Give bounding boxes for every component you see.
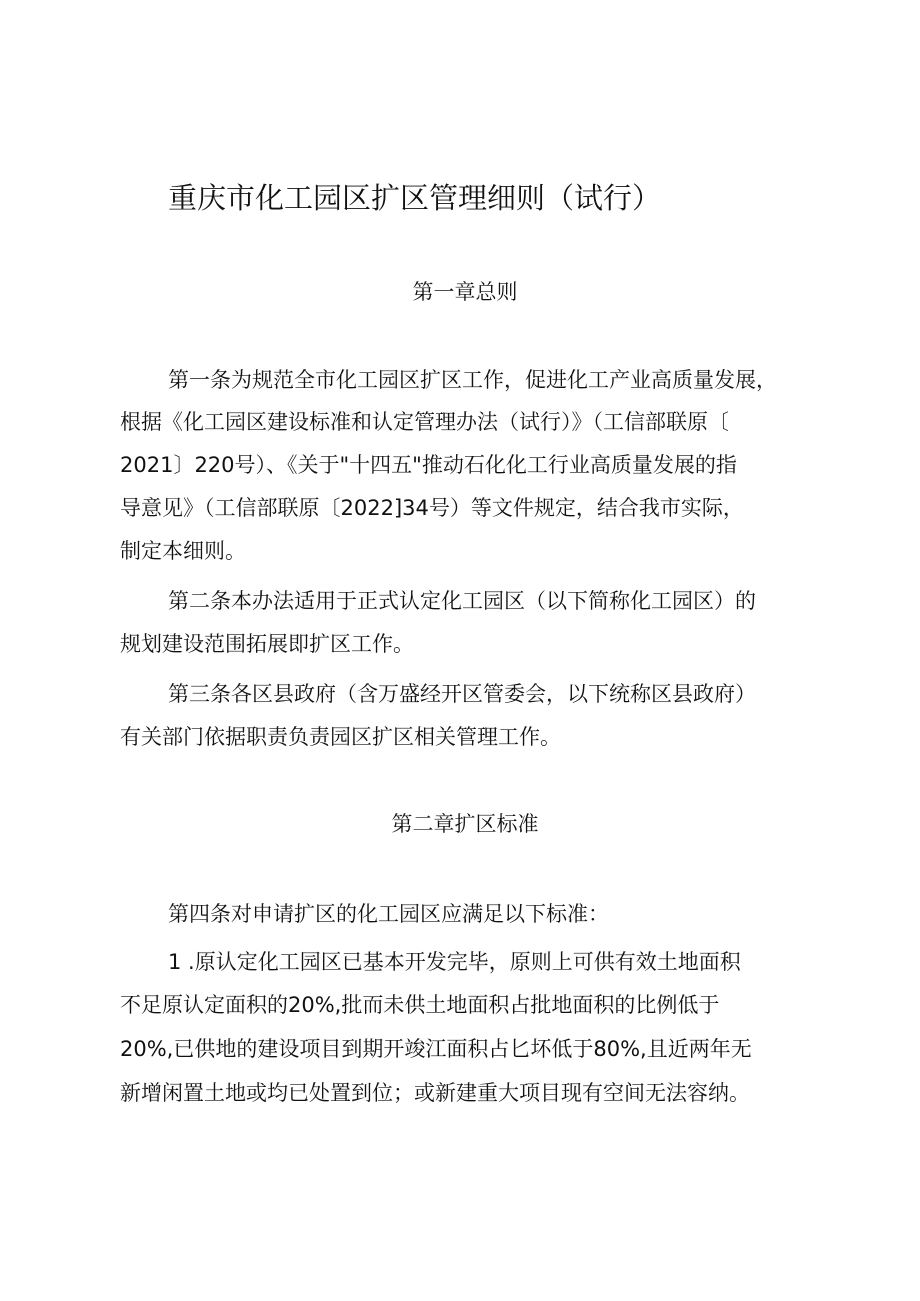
item-1-line-3: 20%,已供地的建设项目到期开竣江面积占匕坏低于80%,且近两年无	[120, 1037, 752, 1061]
chapter-2-heading: 第二章扩区标准	[391, 812, 539, 836]
article-2-line-1: 第二条本办法适用于正式认定化工园区（以下简称化工园区）的	[168, 589, 756, 613]
article-1-line-3: 2021〕220号）、《关于"十四五"推动石化化工行业高质量发展的指	[120, 453, 737, 477]
item-1-line-4: 新增闲置土地或均已处置到位；或新建重大项目现有空间无法容纳。	[120, 1081, 750, 1105]
article-1-line-2: 根据《化工园区建设标准和认定管理办法（试行）》（工信部联原〔	[120, 410, 729, 434]
item-1-line-2: 不足原认定面积的20%,批而未供土地面积占批地面积的比例低于	[120, 993, 720, 1017]
article-4-line-1: 第四条对申请扩区的化工园区应满足以下标准：	[168, 902, 609, 926]
article-2-line-2: 规划建设范围拓展即扩区工作。	[120, 632, 414, 656]
article-3-line-2: 有关部门依据职责负责园区扩区相关管理工作。	[120, 725, 561, 749]
chapter-1-heading: 第一章总则	[412, 280, 518, 304]
document-title: 重庆市化工园区扩区管理细则（试行）	[168, 181, 662, 215]
article-1-line-1: 第一条为规范全市化工园区扩区工作，促进化工产业高质量发展，	[168, 368, 777, 392]
article-3-line-1: 第三条各区县政府（含万盛经开区管委会，以下统称区县政府）	[168, 682, 756, 706]
item-1-line-1: 1 .原认定化工园区已基本开发完毕，原则上可供有效土地面积	[168, 950, 741, 974]
article-1-line-4: 导意见》（工信部联原〔2022]34号）等文件规定，结合我市实际，	[120, 496, 744, 520]
article-1-line-5: 制定本细则。	[120, 539, 246, 563]
